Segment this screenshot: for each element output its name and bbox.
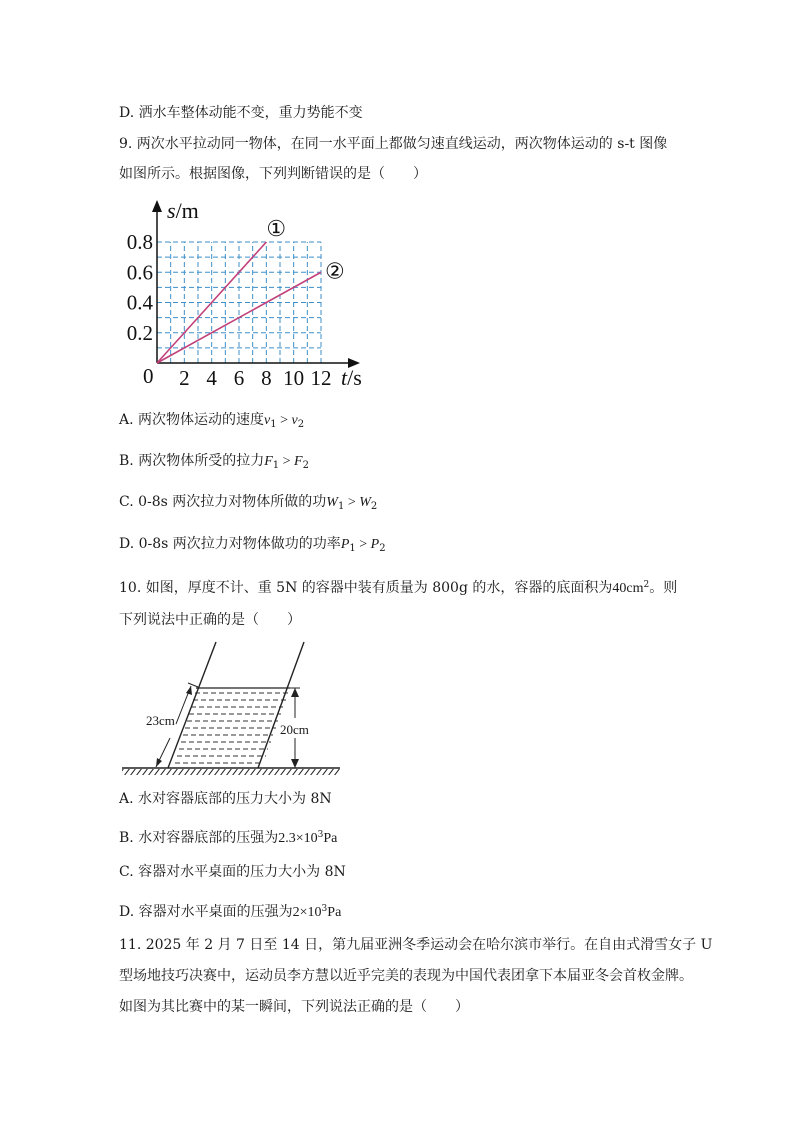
origin-label: 0 (143, 364, 154, 388)
q10-option-d: D. 容器对水平桌面的压强为$2\times 10^3Pa$ (119, 904, 342, 920)
series-label-1: ① (266, 216, 287, 241)
q11-line1: 11. 2025 年 2 月 7 日至 14 日，第九届亚洲冬季运动会在哈尔滨市举行。在自由式滑雪女子 U (119, 937, 713, 953)
q9-option-a: A. 两次物体运动的速度$v_1 > v_2$ (119, 412, 305, 430)
container-right-wall (258, 642, 304, 768)
slant-length-label: 23cm (146, 713, 175, 728)
q9-option-b: B. 两次物体所受的拉力$F_1 > F_2$ (119, 453, 309, 471)
q11-line3: 如图为其比赛中的某一瞬间，下列说法正确的是（ ） (119, 999, 469, 1015)
y-tick-label: 0.4 (126, 290, 153, 315)
q10-option-a: A. 水对容器底部的压力大小为 8N (119, 791, 332, 807)
y-tick-label: 0.2 (126, 320, 153, 345)
table-hatch (122, 769, 340, 775)
x-tick-label: 4 (206, 366, 217, 390)
q10-stem-line1: 10. 如图，厚度不计、重 5N 的容器中装有质量为 800g 的水，容器的底面积为$40cm^2$。则 (119, 580, 678, 596)
x-axis-label: t/s (341, 365, 362, 390)
x-tick-label: 8 (261, 366, 272, 390)
x-tick-label: 10 (283, 366, 305, 390)
q11-line2: 型场地技巧决赛中，运动员李方慧以近乎完美的表现为中国代表团拿下本届亚冬会首枚金牌。 (119, 968, 693, 984)
q9-stem-line1: 9. 两次水平拉动同一物体，在同一水平面上都做匀速直线运动，两次物体运动的 s-t 图像 (119, 136, 668, 152)
y-tick-label: 0.6 (126, 260, 153, 285)
x-tick-label: 12 (310, 366, 332, 390)
q9-option-d: D. 0-8s 两次拉力对物体做功的功率$P_1 > P_2$ (119, 536, 386, 554)
q10-option-c: C. 容器对水平桌面的压力大小为 8N (119, 864, 346, 880)
y-tick-label: 0.8 (126, 230, 153, 254)
q9-stem-line2: 如图所示。根据图像，下列判断错误的是（ ） (119, 166, 427, 182)
x-tick-label: 6 (233, 366, 245, 390)
q10-stem-line2: 下列说法中正确的是（ ） (119, 612, 301, 628)
q8-option-d: D. 洒水车整体动能不变，重力势能不变 (119, 105, 363, 121)
container-figure (118, 640, 358, 780)
x-tick-label: 2 (179, 366, 190, 390)
height-label: 20cm (280, 722, 309, 737)
q10-option-b: B. 水对容器底部的压强为$2.3\times 10^3Pa$ (119, 830, 338, 846)
y-axis-arrow (152, 200, 162, 212)
series-label-2: ② (325, 258, 345, 284)
y-axis-label: s/m (167, 198, 199, 223)
q9-option-c: C. 0-8s 两次拉力对物体所做的功$W_1 > W_2$ (119, 494, 378, 512)
